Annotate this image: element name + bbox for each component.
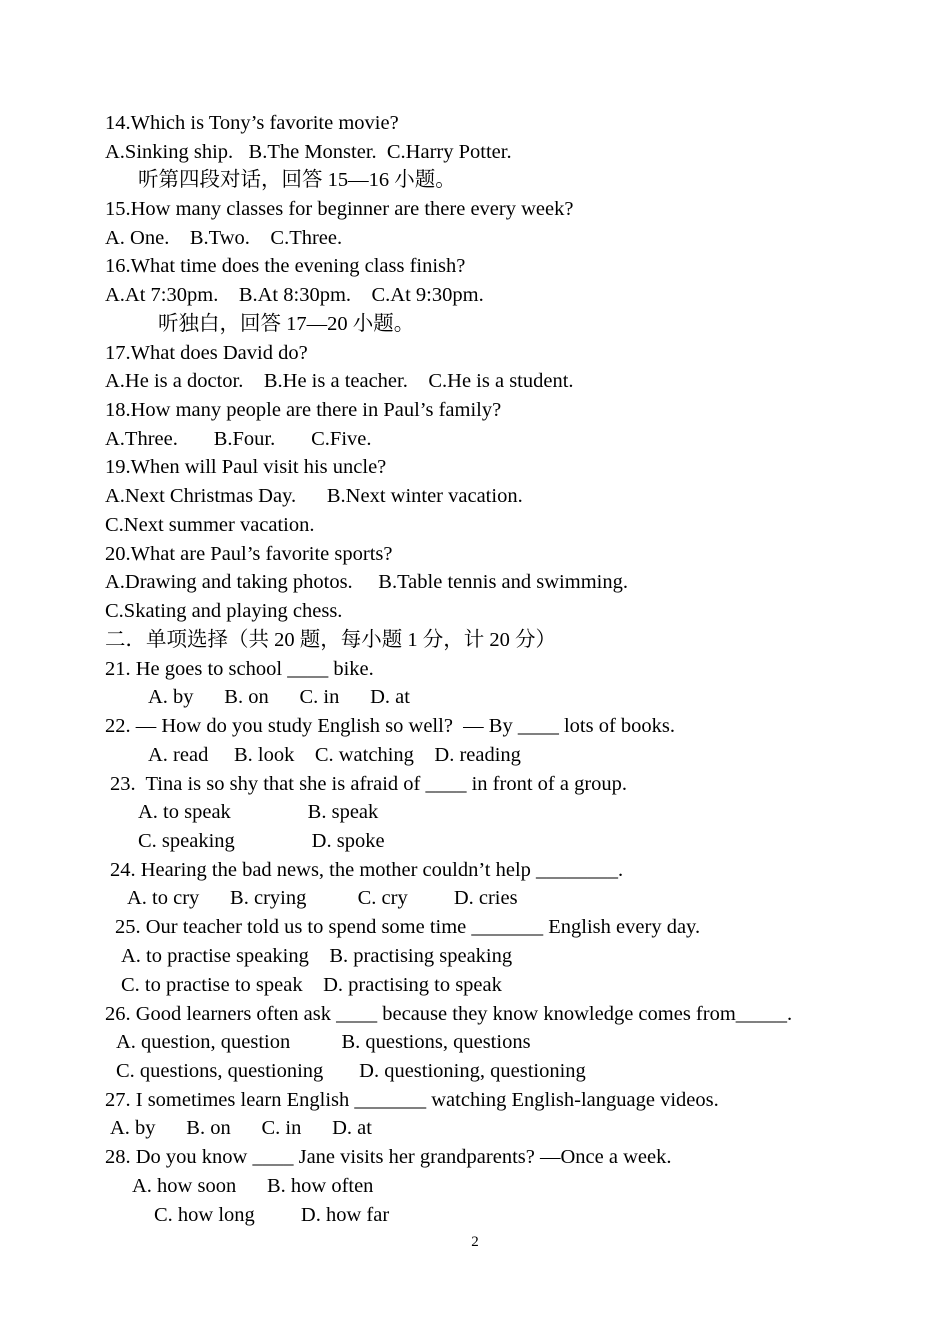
question-24-options: A. to cry B. crying C. cry D. cries [127,887,518,909]
question-15-options: A. One. B.Two. C.Three. [105,227,343,249]
question-28: 28. Do you know ____ Jane visits her grandparents? —Once a week. [105,1146,672,1168]
section-heading-single-choice: 二．单项选择（共 20 题，每小题 1 分，计 20 分） [105,629,556,651]
question-18-options: A.Three. B.Four. C.Five. [105,428,372,450]
question-26-options-c-d: C. questions, questioning D. questioning, questioning [116,1060,586,1082]
question-24: 24. Hearing the bad news, the mother couldn’t help ________. [110,859,624,881]
question-21: 21. He goes to school ____ bike. [105,658,374,680]
question-14: 14.Which is Tony’s favorite movie? [105,112,399,134]
question-26: 26. Good learners often ask ____ because they know knowledge comes from_____. [105,1003,793,1025]
question-14-options: A.Sinking ship. B.The Monster. C.Harry Potter. [105,141,512,163]
question-19-option-c: C.Next summer vacation. [105,514,315,536]
question-25: 25. Our teacher told us to spend some time _______ English every day. [115,916,701,938]
question-28-options-a-b: A. how soon B. how often [132,1175,374,1197]
question-22: 22. — How do you study English so well? — By ____ lots of books. [105,715,676,737]
question-25-options-a-b: A. to practise speaking B. practising speaking [121,945,513,967]
question-21-options: A. by B. on C. in D. at [148,686,410,708]
question-20-option-c: C.Skating and playing chess. [105,600,343,622]
question-23: 23. Tina is so shy that she is afraid of ____ in front of a group. [110,773,628,795]
question-18: 18.How many people are there in Paul’s family? [105,399,502,421]
question-23-options-a-b: A. to speak B. speak [138,801,379,823]
question-16-options: A.At 7:30pm. B.At 8:30pm. C.At 9:30pm. [105,284,484,306]
question-27-options: A. by B. on C. in D. at [110,1117,372,1139]
page-number: 2 [471,1234,479,1250]
question-23-options-c-d: C. speaking D. spoke [138,830,385,852]
question-15: 15.How many classes for beginner are there every week? [105,198,574,220]
question-26-options-a-b: A. question, question B. questions, questions [116,1031,531,1053]
question-17-options: A.He is a doctor. B.He is a teacher. C.He is a student. [105,370,574,392]
question-25-options-c-d: C. to practise to speak D. practising to speak [121,974,502,996]
question-16: 16.What time does the evening class finish? [105,255,466,277]
question-19-options-a-b: A.Next Christmas Day. B.Next winter vacation. [105,485,523,507]
question-28-options-c-d: C. how long D. how far [154,1204,390,1226]
question-17: 17.What does David do? [105,342,308,364]
question-22-options: A. read B. look C. watching D. reading [148,744,521,766]
question-20: 20.What are Paul’s favorite sports? [105,543,393,565]
section-instruction-dialogue-4: 听第四段对话，回答 15—16 小题。 [138,169,456,191]
question-19: 19.When will Paul visit his uncle? [105,456,387,478]
question-27: 27. I sometimes learn English _______ watching English-language videos. [105,1089,719,1111]
question-20-options-a-b: A.Drawing and taking photos. B.Table tennis and swimming. [105,571,628,593]
section-instruction-monologue: 听独白，回答 17—20 小题。 [158,313,415,335]
